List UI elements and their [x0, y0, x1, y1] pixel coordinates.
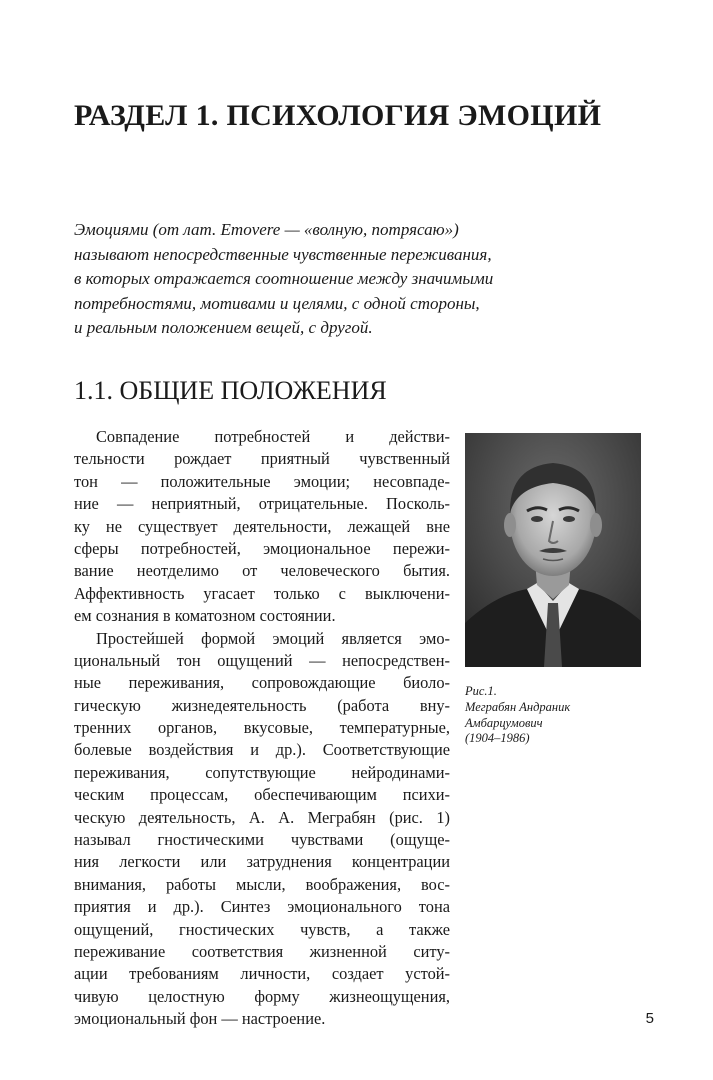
body-line: чивую целостную форму жизнеощущения, [74, 986, 450, 1006]
caption-line: Рис.1. [465, 684, 497, 698]
body-line: приятия и др.). Синтез эмоционального тона [74, 897, 450, 917]
caption-line: (1904–1986) [465, 731, 530, 746]
body-line: ощущений, гностических чувств, а также [74, 919, 450, 939]
epigraph [74, 218, 594, 341]
caption-line: Меграбян Андраник [465, 699, 571, 714]
body-line: ческим процессам, обеспечивающим психи- [74, 785, 450, 805]
body-line: эмоциональный фон — настроение. [74, 1009, 326, 1029]
body-line: болевые воздействия и др.). Соответствующие [74, 740, 450, 760]
body-line: сферы потребностей, эмоциональное пережи- [74, 538, 450, 558]
body-line: переживания, сопутствующие нейродинами- [74, 762, 450, 782]
chapter-title: РАЗДЕЛ 1. ПСИХОЛОГИЯ ЭМОЦИЙ [74, 99, 602, 132]
body-line: переживание соответствия жизненной ситу- [74, 941, 450, 961]
body-line: называл гностическими чувствами (ощуще- [74, 830, 450, 850]
body-line: Совпадение потребностей и действи- [96, 427, 450, 446]
body-line: Простейшей формой эмоций является эмо- [96, 628, 450, 648]
body-line: тельности рождает приятный чувственный [74, 449, 450, 469]
body-line: ку не существует деятельности, лежащей вне [74, 516, 450, 536]
body-line: внимания, работы мысли, воображения, вос- [74, 874, 450, 894]
body-line: тон — положительные эмоции; несовпаде- [74, 471, 450, 491]
epigraph-line: и реальным положением вещей, с другой. [74, 318, 373, 337]
epigraph-line: Эмоциями (от лат. Emovere — «волную, потрясаю») [74, 220, 459, 239]
caption-line: Амбарцумович [465, 715, 543, 730]
body-text [74, 426, 450, 1031]
epigraph-line: потребностями, мотивами и целями, с одной стороны, [74, 293, 480, 313]
body-line: гическую жизнедеятельность (работа вну- [74, 695, 450, 715]
body-line: Аффективность угасает только с выключени- [74, 583, 450, 603]
epigraph-line: называют непосредственные чувственные переживания, [74, 244, 492, 264]
body-line: ем сознания в коматозном состоянии. [74, 606, 336, 626]
figure-caption [465, 684, 645, 747]
body-line: циональный тон ощущений — непосредствен- [74, 650, 450, 670]
body-line: ации требованиям личности, создает устой- [74, 964, 450, 984]
body-line: ные переживания, сопровождающие биоло- [74, 673, 450, 693]
body-line: вание неотделимо от человеческого бытия. [74, 561, 450, 581]
portrait-photo [465, 433, 641, 667]
epigraph-line: в которых отражается соотношение между значимыми [74, 269, 494, 288]
body-line: ние — неприятный, отрицательные. Посколь- [74, 494, 450, 514]
body-line: ческую деятельность, А. А. Меграбян (рис. 1) [74, 807, 450, 827]
page-number: 5 [645, 1010, 654, 1027]
body-line: тренних органов, вкусовые, температурные, [74, 718, 450, 738]
body-line: ния легкости или затруднения концентрации [74, 852, 450, 872]
section-title: 1.1. ОБЩИЕ ПОЛОЖЕНИЯ [74, 376, 387, 405]
